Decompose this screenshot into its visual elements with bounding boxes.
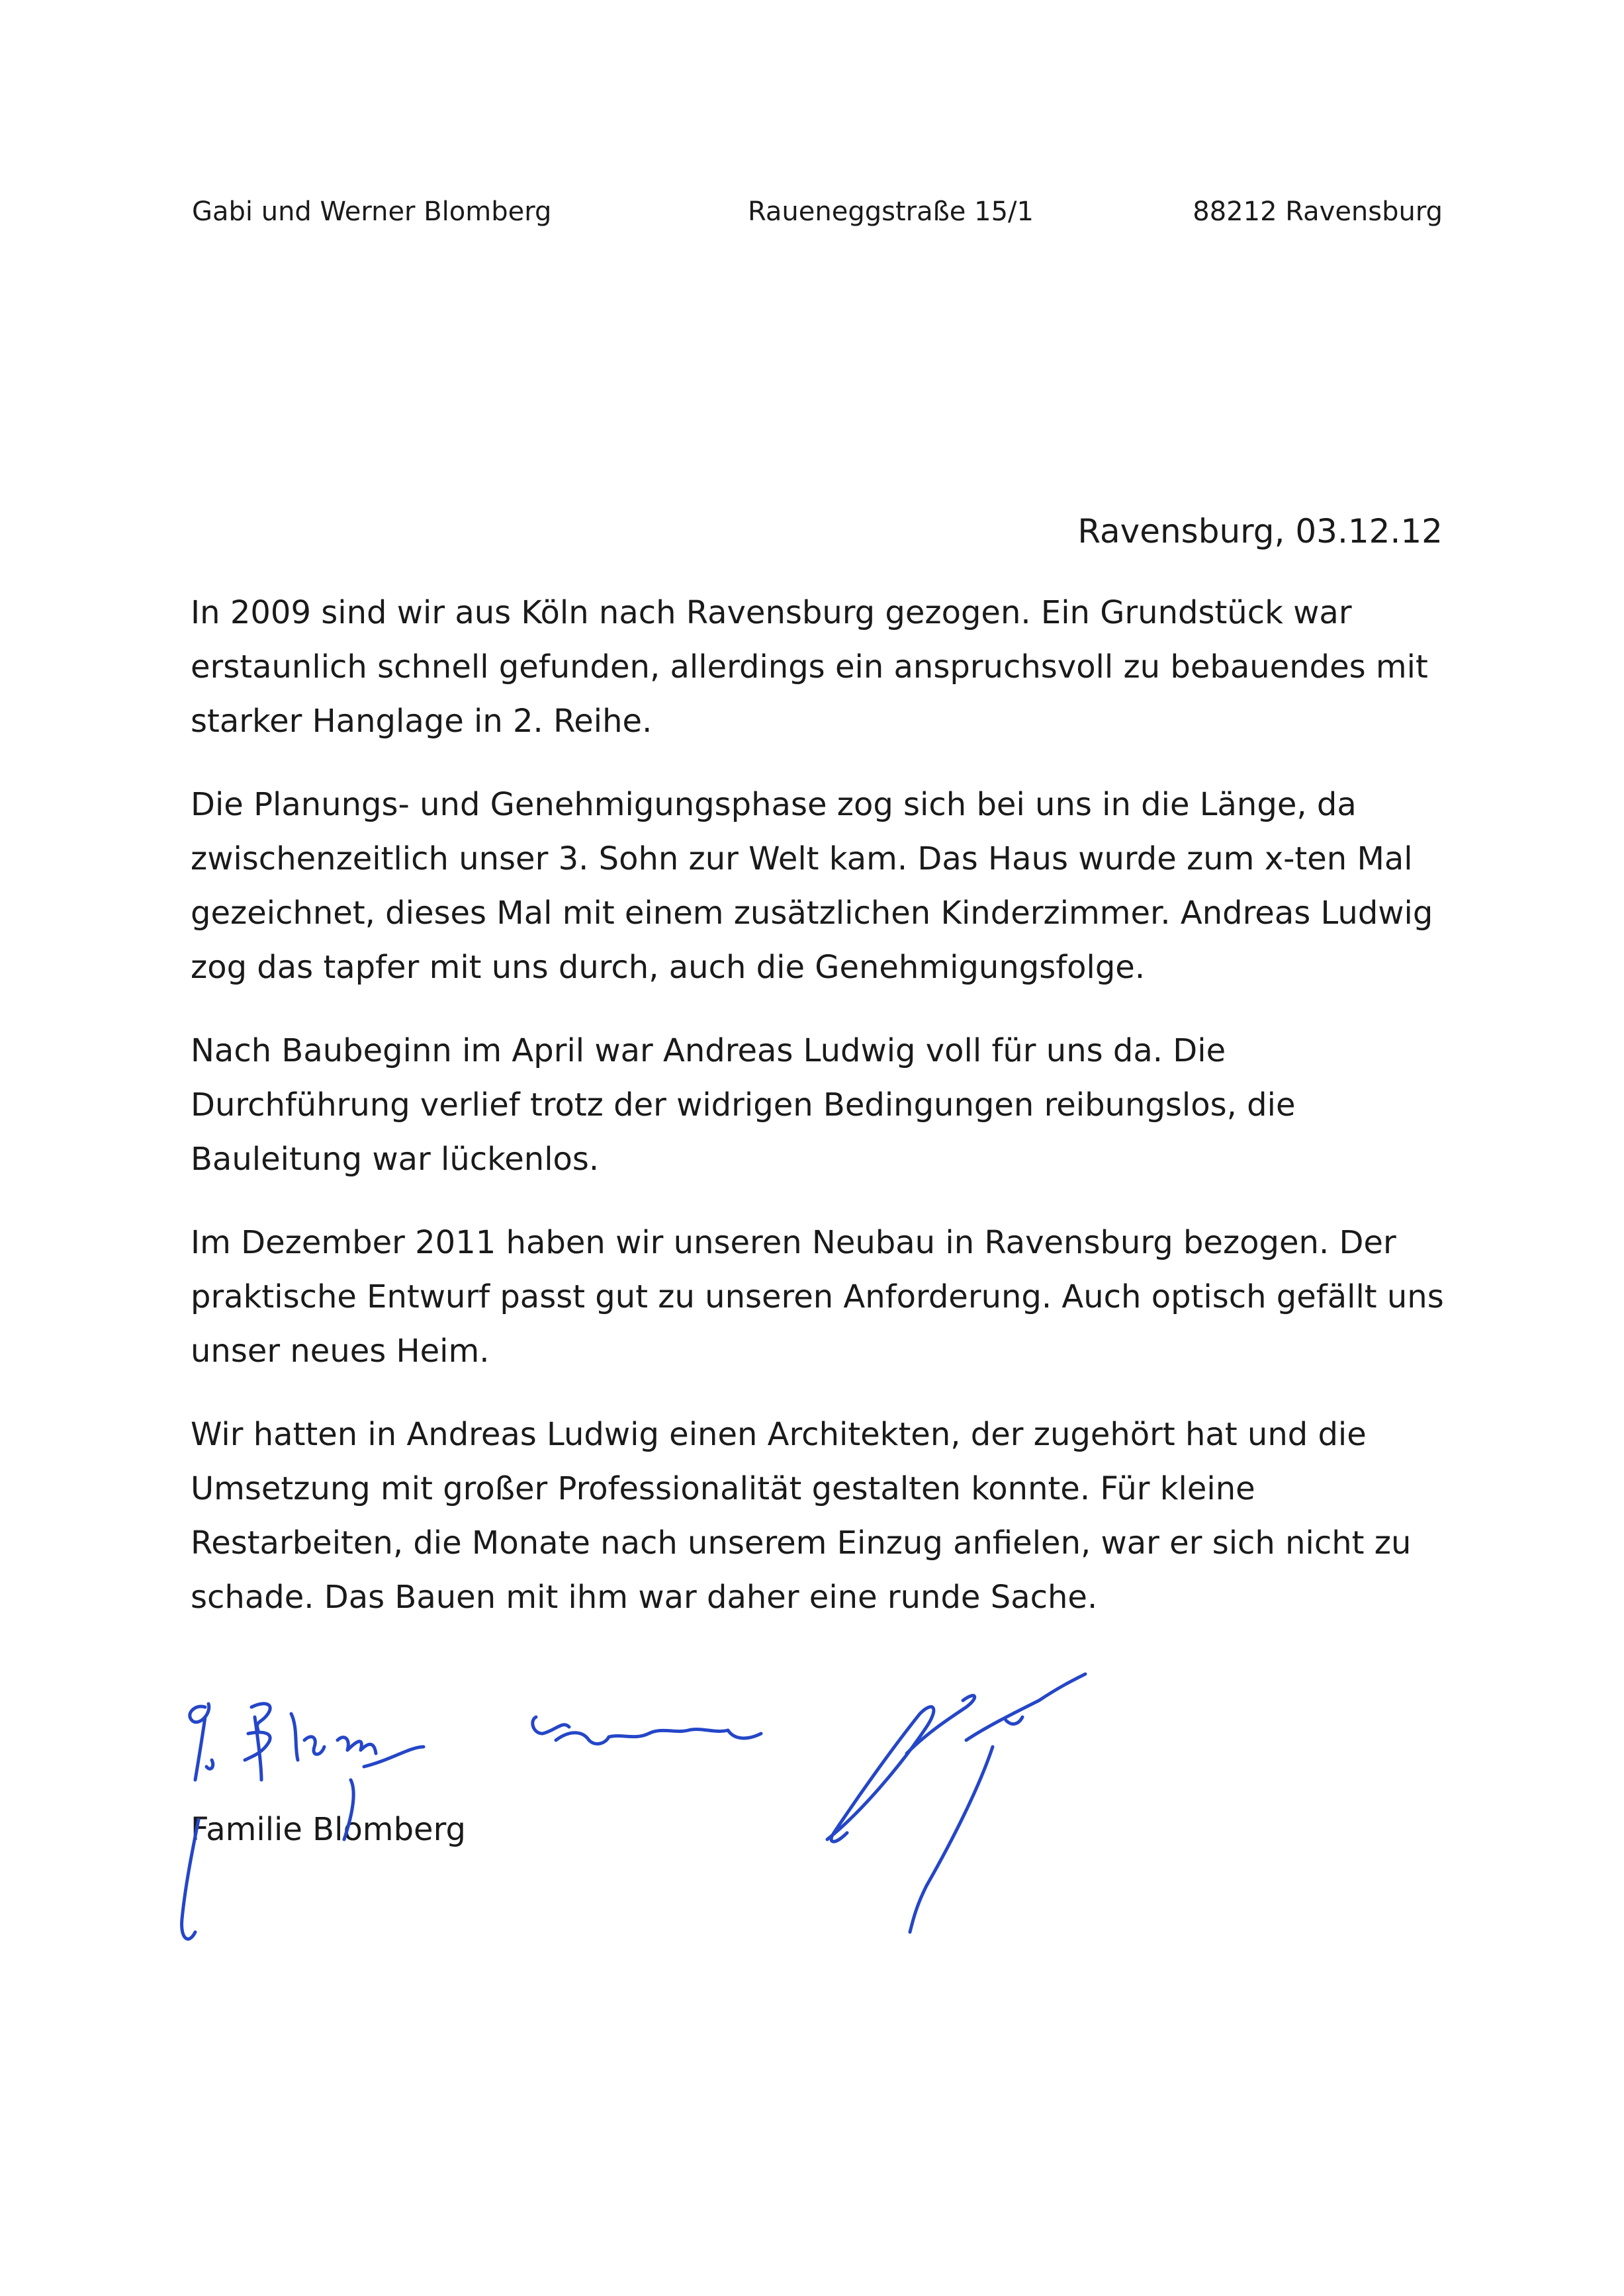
- sender-city: 88212 Ravensburg: [1193, 197, 1443, 227]
- paragraph-1: In 2009 sind wir aus Köln nach Ravensburg gezogen. Ein Grundstück war erstaunlich schnell gefunden, allerdings ein anspruchsvoll zu bebauendes mit starker Hanglage in 2. Reihe.: [191, 594, 1428, 740]
- paragraph-2: Die Planungs- und Genehmigungsphase zog sich bei uns in die Länge, da zwischenzeitlich unser 3. Sohn zur Welt kam. Das Haus wurde zum x-ten Mal gezeichnet, dieses Mal mit einem zusätzlichen Kinderzimmer. Andreas Ludwig zog das tapfer mit uns durch, auch die Genehmigungsfolge.: [191, 786, 1433, 986]
- letter-header: [192, 192, 1443, 232]
- paragraph-3: Nach Baubeginn im April war Andreas Ludwig voll für uns da. Die Durchführung verlief trotz der widrigen Bedingungen reibungslos, die Bauleitung war lückenlos.: [191, 1032, 1296, 1178]
- sender-street: Raueneggstraße 15/1: [748, 197, 1034, 227]
- sender-name: Gabi und Werner Blomberg: [192, 197, 552, 227]
- paragraph-4: Im Dezember 2011 haben wir unseren Neubau in Ravensburg bezogen. Der praktische Entwurf passt gut zu unseren Anforderung. Auch optisch gefällt uns unser neues Heim.: [191, 1224, 1444, 1370]
- letter-date: Ravensburg, 03.12.12: [1077, 512, 1443, 551]
- paragraph-5: Wir hatten in Andreas Ludwig einen Architekten, der zugehört hat und die Umsetzung mit großer Professionalität gestalten konnte. Für kleine Restarbeiten, die Monate nach unserem Einzug anfielen, war er sich nicht zu schade. Das Bauen mit ihm war daher eine runde Sache.: [191, 1416, 1412, 1616]
- closing-signoff: Familie Blomberg: [191, 1811, 466, 1848]
- letter-body: [191, 586, 1448, 1654]
